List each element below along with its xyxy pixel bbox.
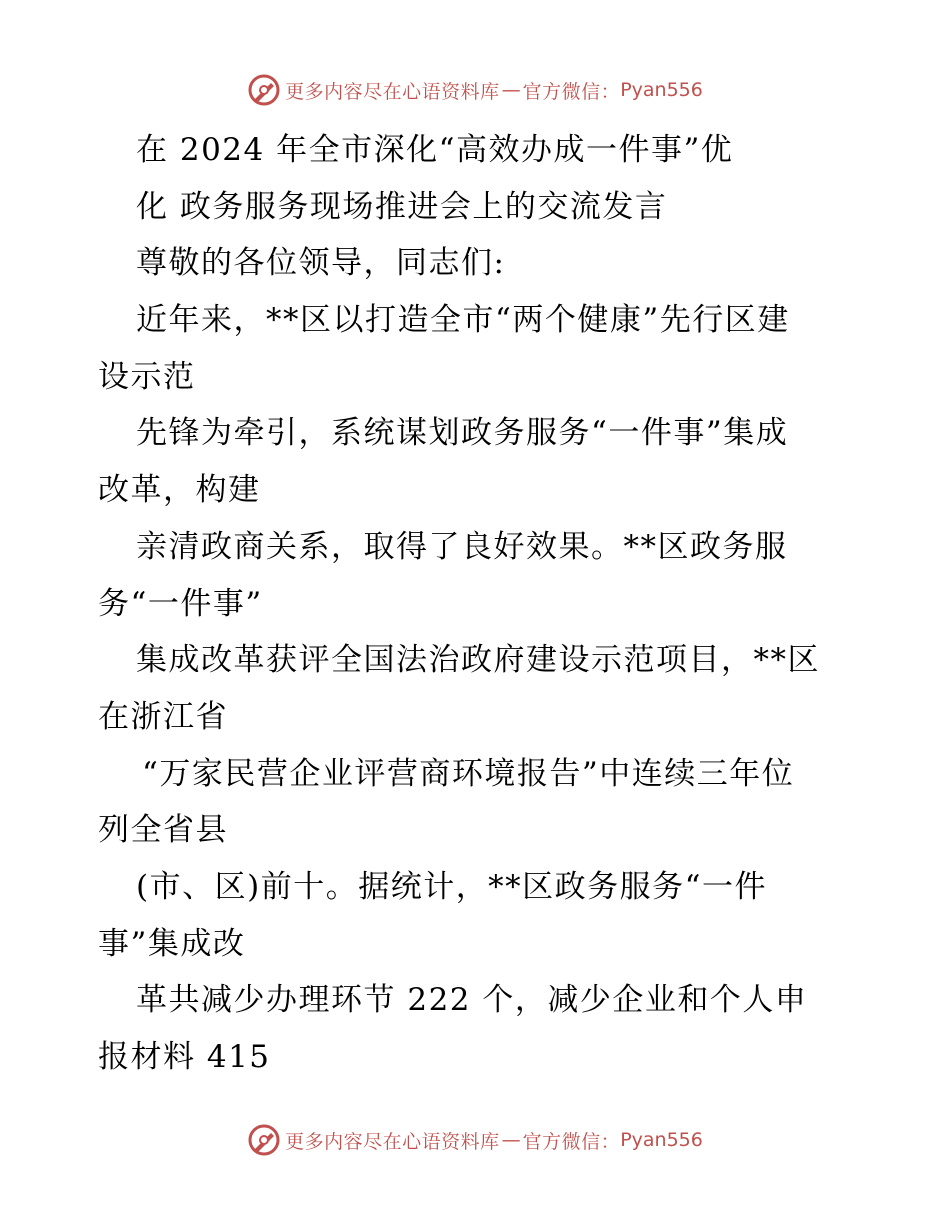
paragraph-line: 先锋为牵引，系统谋划政务服务“一件事”集成: [136, 415, 789, 452]
paragraph-line: 集成改革获评全国法治政府建设示范项目，**区: [136, 642, 820, 679]
watermark-header: [0, 70, 950, 110]
watermark-separator: —: [501, 1129, 521, 1151]
paragraph-line: 改革，构建: [98, 472, 261, 509]
paragraph-line: 列全省县: [98, 812, 228, 849]
watermark-site: 更多内容尽在心语资料库: [285, 1130, 500, 1153]
paragraph-line: 在浙江省: [98, 698, 228, 735]
watermark-contact-id: Pyan556: [620, 1129, 703, 1151]
title-line-2: 化 政务服务现场推进会上的交流发言: [136, 188, 668, 225]
paragraph-line: 报材料 415: [98, 1039, 271, 1075]
paragraph-line: 务“一件事”: [98, 585, 263, 622]
paragraph-line: (市、区)前十。据统计，**区政务服务“一件: [136, 868, 768, 905]
paragraph-line: 事”集成改: [98, 925, 246, 962]
watermark-footer: [0, 1120, 950, 1160]
title-line-1: 在 2024 年全市深化“高效办成一件事”优: [136, 132, 734, 168]
pen-logo-icon: [247, 1123, 281, 1157]
paragraph-line: 设示范: [98, 358, 196, 395]
paragraph-line: 亲清政商关系，取得了良好效果。**区政务服: [136, 528, 788, 565]
watermark-site: 更多内容尽在心语资料库: [285, 80, 500, 103]
watermark-separator: —: [501, 79, 521, 101]
watermark-contact-label: 官方微信：: [522, 1130, 621, 1153]
document-body: [98, 122, 858, 1086]
watermark-contact-id: Pyan556: [620, 79, 703, 101]
salutation: 尊敬的各位领导，同志们:: [136, 245, 506, 282]
paragraph-line: 近年来，**区以打造全市“两个健康”先行区建: [136, 302, 790, 339]
pen-logo-icon: [247, 73, 281, 107]
paragraph-line: “万家民营企业评营商环境报告”中连续三年位: [142, 755, 795, 792]
paragraph-line: 革共减少办理环节 222 个，减少企业和个人申: [136, 982, 808, 1019]
watermark-contact-label: 官方微信：: [522, 80, 621, 103]
